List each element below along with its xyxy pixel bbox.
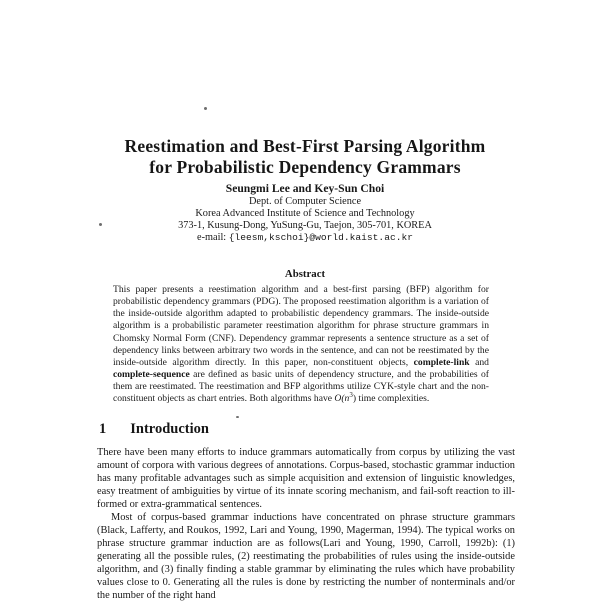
abstract-term-complete-sequence: complete-sequence	[113, 369, 190, 381]
scan-speck	[204, 107, 207, 110]
bigo-expression: O(n	[334, 393, 350, 405]
intro-paragraph-1: There have been many efforts to induce grammars automatically from corpus by utilizing the vast amount of corpora with various degrees of annotations. Corpus-based, stochastic grammar induction has many profitable advantages such as simple acquisition and extension of linguistic knowledges, easy treatment of ambiguities by virtue of its innate scoring mechanism, and fail-soft reaction to ill-formed or extra-grammatical sentences.	[97, 447, 515, 510]
scan-speck	[236, 416, 239, 418]
paper-title-line1: Reestimation and Best-First Parsing Algorithm	[124, 136, 486, 156]
introduction-text	[97, 446, 515, 602]
intro-paragraph-2: Most of corpus-based grammar inductions have concentrated on phrase structure grammars (Black, Lafferty, and Roukos, 1992, Lari and Young, 1990, Magerman, 1994). The typical works on phrase structure grammar induction are as follows(Lari and Young, 1990, Carroll, 1992b): (1) generating all the possible rules, (2) reestimating the probabilities of rules using the inside-outside algorithm, and (3) finally finding a stable grammar by eliminating the rules which have probability values close to 0. Generating all the rules is done by restricting the number of nonterminals and/or the number of the right hand	[97, 512, 515, 601]
section-1-title: Introduction	[130, 421, 209, 437]
abstract-text	[113, 284, 489, 406]
abstract-seg1: This paper presents a reestimation algorithm and a best-first parsing (BFP) algorithm for probabilistic dependency grammars (PDG). The proposed reestimation algorithm is a variation of the inside-outside algorithm adapted to probabilistic dependency grammars. The inside-outside algorithm is a probabilistic parameter reestimation algorithm for phrase structure grammars in Chomsky Normal Form (CNF). Dependency grammar represents a sentence structure as a set of dependency links between arbitrary two words in the sentence, and can not be reestimated by the inside-outside algorithm directly. In this paper, non-constituent objects,	[113, 284, 489, 368]
affiliation-institute: Korea Advanced Institute of Science and Technology	[195, 208, 415, 219]
bigo-exponent: 3	[349, 391, 353, 400]
affiliation-dept: Dept. of Computer Science	[248, 196, 362, 207]
authors: Seungmi Lee and Key-Sun Choi	[225, 182, 385, 195]
section-1-number: 1	[99, 421, 107, 437]
email-label: e-mail:	[197, 232, 229, 243]
abstract-term-complete-link: complete-link	[413, 356, 470, 368]
abstract-seg3: are defined as basic units of dependency structure, and the probabilities of them are reestimated. The reestimation and BFP algorithms utilize CYK-style chart and the non-constituent objects as chart entries. Both algorithms have	[113, 369, 489, 405]
abstract-heading: Abstract	[284, 268, 326, 280]
paper-title	[5, 136, 600, 177]
abstract-seg4: ) time complexities.	[352, 393, 430, 405]
email-address: {leesm,kschoi}@world.kaist.ac.kr	[228, 232, 413, 243]
email-line	[5, 232, 600, 244]
section-1-heading	[99, 421, 209, 438]
affiliation-address: 373-1, Kusung-Dong, YuSung-Gu, Taejon, 305-701, KOREA	[178, 220, 432, 231]
paper-title-line2: for Probabilistic Dependency Grammars	[149, 156, 461, 177]
abstract-seg2: and	[469, 356, 489, 368]
author-block	[5, 183, 600, 244]
